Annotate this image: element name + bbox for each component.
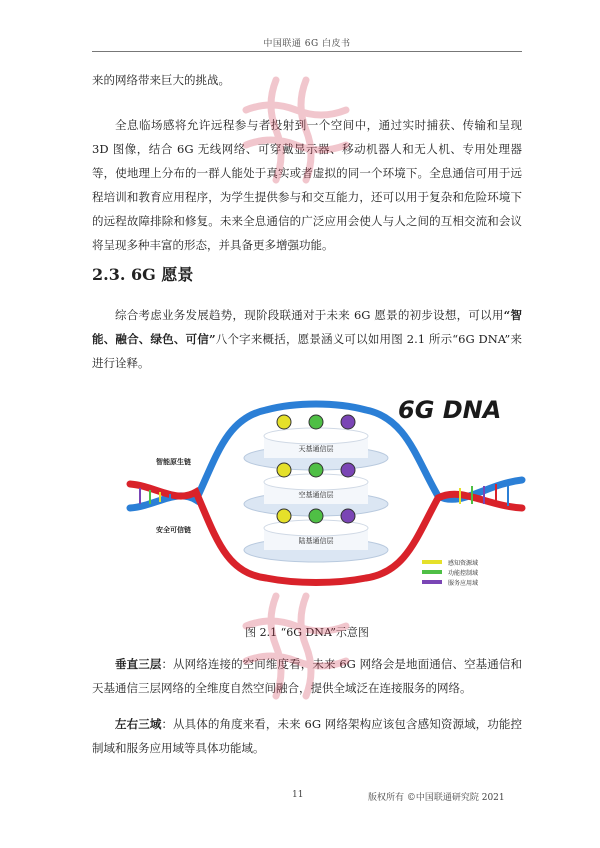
legend-item-3: 服务应用域 (448, 580, 479, 587)
legend-item-2: 功能控制域 (448, 570, 479, 577)
unicom-watermark-logo-2 (226, 576, 376, 746)
vertical-layers-text: ：从网络连接的空间维度看，未来 6G 网络会是地面通信、空基通信和天基通信三层网络的全维度自然空间融合，提供全域泛在连接服务的网络。 (92, 657, 523, 695)
vertical-layers-term: 垂直三层 (115, 657, 162, 671)
footer-copyright: 版权所有 ©中国联通研究院 2021 (368, 793, 505, 803)
paragraph-holographic: 全息临场感将允许远程参与者投射到一个空间中，通过实时捕获、传输和呈现 3D 图像，结合 6G 无线网络、可穿戴显示器、移动机器人和无人机、专用处理器等，使地理上分布的一群人能处于真实或者虚拟的同一个环境下。全息通信可用于远程培训和教育应用程序，为学生提供参与和交互能力，还可以用于复杂和危险环境下的远程故障排除和修复。未来全息通信的广泛应用会使人与人之间的互相交流和会议将呈现多种丰富的形态，并具备更多增强功能。 (92, 118, 522, 252)
figure-caption: 图 2.1 “6G DNA”示意图 (245, 626, 369, 639)
header-rule (92, 51, 522, 52)
legend-item-1: 感知资源域 (448, 560, 479, 567)
section-heading: 2.3. 6G 愿景 (92, 265, 194, 284)
domain-pins-top (277, 415, 355, 429)
vision-text-a: 综合考虑业务发展趋势，现阶段联通对于未来 6G 愿景的初步设想，可以用 (115, 308, 504, 322)
vision-text-b: 八个字来概括，愿景涵义可以如用图 2.1 所示“6G DNA”来进行诠释。 (92, 332, 522, 370)
page-number: 11 (292, 790, 304, 800)
chain-label-bottom: 安全可信链 (156, 526, 191, 534)
domain-pins-mid (277, 463, 355, 477)
layer-label-top: 天基通信层 (298, 445, 334, 453)
layer-label-bottom: 陆基通信层 (298, 537, 334, 545)
vision-keywords: “智能、融合、绿色、可信” (92, 308, 522, 346)
horizontal-domains-text: ：从具体的角度来看，未来 6G 网络架构应该包含感知资源域，功能控制域和服务应用域等具体功能域。 (92, 717, 523, 755)
horizontal-domains-term: 左右三域 (115, 717, 162, 731)
page-header: 中国联通 6G 白皮书 (263, 39, 351, 49)
6g-dna-figure (126, 388, 526, 588)
paragraph-vision (92, 303, 522, 375)
layer-label-mid: 空基通信层 (298, 491, 334, 499)
figure-legend (422, 559, 478, 587)
figure-title: 6G DNA (398, 396, 502, 424)
chain-label-top: 智能原生链 (156, 458, 191, 466)
unicom-watermark-logo (226, 60, 376, 230)
domain-pins-bottom (277, 509, 355, 523)
paragraph-continuation: 来的网络带来巨大的挑战。 (92, 73, 230, 87)
